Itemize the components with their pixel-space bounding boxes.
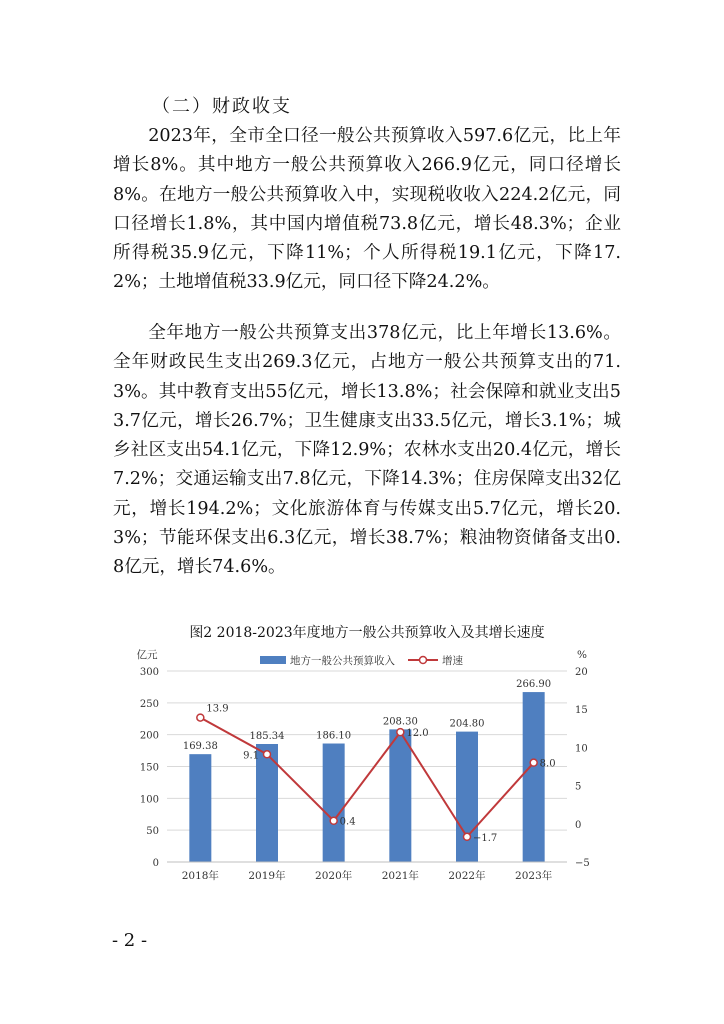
growth-point <box>197 714 204 721</box>
x-tick-label: 2018年 <box>181 870 219 882</box>
x-tick-label: 2020年 <box>315 870 353 882</box>
legend-label-revenue: 地方一般公共预算收入 <box>290 655 395 667</box>
paragraph-revenue: 2023年，全市全口径一般公共预算收入597.6亿元，比上年增长8%。其中地方一般公共预算收入266.9亿元，同口径增长8%。在地方一般公共预算收入中，实现税收收入224.2亿元，同口径增长1.8%，其中国内增值税73.8亿元，增长48.3%；企业所得税35.9亿元，下降11%；个人所得税19.1亿元，下降17.2%；土地增值税33.9亿元，同口径下降24.2%。 <box>113 126 621 293</box>
growth-point <box>530 759 537 766</box>
x-tick-label: 2023年 <box>515 870 553 882</box>
growth-value-label: 0.4 <box>339 816 356 828</box>
right-tick-label: −5 <box>575 858 590 869</box>
growth-point <box>464 833 471 840</box>
bar <box>323 744 345 862</box>
left-axis-unit: 亿元 <box>136 649 158 661</box>
left-tick-label: 0 <box>152 858 159 869</box>
page-number: - 2 - <box>112 930 148 951</box>
chart-title: 图2 2018-2023年度地方一般公共预算收入及其增长速度 <box>189 625 545 641</box>
bar-value-label: 169.38 <box>182 741 218 753</box>
growth-value-label: −1.7 <box>473 832 498 844</box>
left-tick-label: 100 <box>139 794 159 806</box>
x-tick-label: 2022年 <box>448 870 486 882</box>
bar <box>189 754 211 862</box>
legend-label-growth: 增速 <box>442 655 463 667</box>
right-tick-label: 15 <box>575 705 588 717</box>
right-tick-label: 0 <box>575 819 582 831</box>
legend-marker-growth <box>420 657 427 664</box>
growth-value-label: 8.0 <box>539 758 556 770</box>
left-tick-label: 150 <box>139 762 159 774</box>
x-tick-label: 2021年 <box>381 870 419 882</box>
section-heading: （二）财政收支 <box>152 96 292 117</box>
bar-value-label: 208.30 <box>382 716 418 728</box>
right-axis-unit: % <box>577 649 587 661</box>
bar-value-label: 266.90 <box>516 679 552 691</box>
bar-value-label: 185.34 <box>249 731 285 743</box>
right-tick-label: 20 <box>575 667 588 678</box>
growth-point <box>264 751 271 758</box>
left-tick-label: 250 <box>139 698 159 710</box>
revenue-growth-chart <box>112 644 622 890</box>
legend-swatch-revenue <box>260 656 286 664</box>
growth-value-label: 12.0 <box>406 728 429 740</box>
growth-point <box>397 729 404 736</box>
right-tick-label: 10 <box>575 743 588 755</box>
x-tick-label: 2019年 <box>248 870 286 882</box>
left-tick-label: 200 <box>139 730 159 742</box>
left-tick-label: 50 <box>146 826 159 838</box>
bar-value-label: 186.10 <box>316 730 352 742</box>
paragraph-expenditure: 全年地方一般公共预算支出378亿元，比上年增长13.6%。全年财政民生支出269.3亿元，占地方一般公共预算支出的71.3%。其中教育支出55亿元，增长13.8%；社会保障和就业支出53.7亿元，增长26.7%；卫生健康支出33.5亿元，增长3.1%；城乡社区支出54.1亿元，下降12.9%；农林水支出20.4亿元，增长7.2%；交通运输支出7.8亿元，下降14.3%；住房保障支出32亿元，增长194.2%；文化旅游体育与传媒支出5.7亿元，增长20.3%；节能环保支出6.3亿元，增长38.7%；粮油物资储备支出0.8亿元，增长74.6%。 <box>113 323 621 578</box>
growth-value-label: 13.9 <box>206 703 229 715</box>
bar <box>389 729 411 862</box>
bar-value-label: 204.80 <box>449 718 485 730</box>
right-tick-label: 5 <box>575 781 582 793</box>
growth-point <box>330 817 337 824</box>
growth-value-label: 9.1 <box>243 750 259 762</box>
left-tick-label: 300 <box>139 667 159 678</box>
bar <box>523 692 545 862</box>
